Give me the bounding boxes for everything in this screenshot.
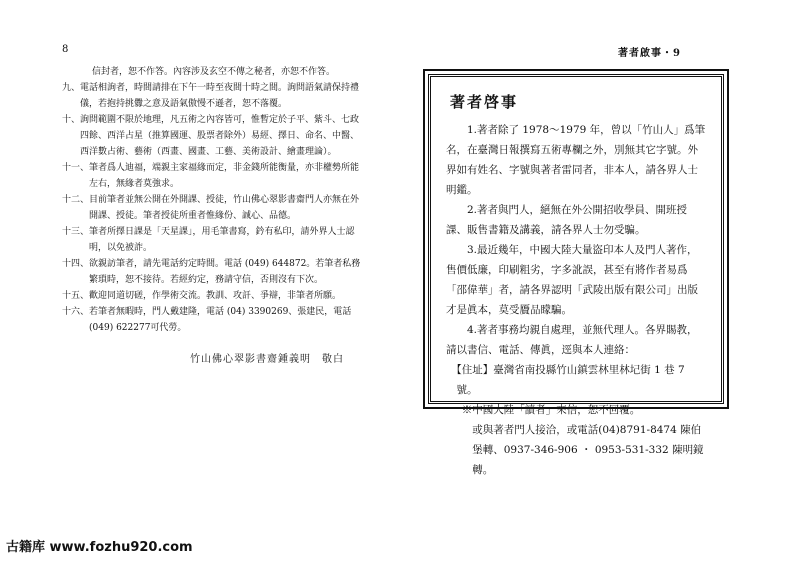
rule-item xyxy=(62,256,362,288)
rule-number: 九、 xyxy=(62,83,81,93)
right-page-header: 著者啟事・9 xyxy=(618,48,681,59)
signature: 竹山佛心翠影書齋鍾義明 敬白 xyxy=(190,354,344,365)
rule-text: 信封者，恕不作答。內容涉及玄空不傳之秘者，亦恕不作答。 xyxy=(92,67,336,77)
rule-number: 十四、 xyxy=(62,259,90,269)
notice-paragraph: 1.著者除了 1978～1979 年，曾以「竹山人」爲筆名，在臺灣日報撰寫五術專欄之外，別無其它字號。外界如有姓名、字號與著者雷同者，非本人，請各界人士明鑑。 xyxy=(446,124,706,196)
notice-paragraph: 3.最近幾年，中國大陸大量盜印本人及門人著作，售價低廉，印刷粗劣，字多訛誤，甚至有將作者易爲「邵偉華」者，請各界認明「武陵出版有限公司」出版才是眞本，莫受贗品矇騙。 xyxy=(446,244,698,316)
rule-text: 欲親訪筆者，請先電話約定時間。電話 (049) 644872。若筆者私務繁瑣時，恕不接待。若經約定，務請守信，否則沒有下次。 xyxy=(89,259,361,285)
rule-number: 十一、 xyxy=(62,163,90,173)
rule-text: 筆者所擇日課是「天星課」，用毛筆書寫，鈐有私印，請外界人士認明，以免被詐。 xyxy=(89,227,355,253)
notice-paragraph: 4.著者事務均親自處理，並無代理人。各界賜教，請以書信、電話、傳眞，逕與本人連絡： xyxy=(446,324,698,356)
watermark: 古籍库 www.fozhu920.com xyxy=(6,540,193,555)
rule-number: 十五、 xyxy=(62,291,90,301)
rule-item xyxy=(62,80,362,112)
rule-text: 目前筆者並無公開在外開課、授徒，竹山佛心翠影書齋門人亦無在外開課、授徒。筆者授徒所重者惟緣份、誠心、品德。 xyxy=(89,195,360,221)
left-page-number: 8 xyxy=(62,44,69,55)
rule-text: 筆者爲人迪福，端親主家福緣而定，非金錢所能衡量，亦非權勢所能左右，無緣者莫強求。 xyxy=(89,163,360,189)
rule-number: 十六、 xyxy=(62,307,90,317)
rule-text: 歡迎同道切磋，作學術交流。教訓、攻訐、爭辯，非筆者所願。 xyxy=(89,291,342,301)
contact-info: 或與著者門人接洽，或電話(04)8791-8474 陳伯堡轉、0937-346-906 ・ 0953-531-332 陳明鏡轉。 xyxy=(472,424,704,476)
rule-number: 十三、 xyxy=(62,227,90,237)
rule-item xyxy=(62,160,362,192)
footnote: ※中國大陸「讀者」來信，恕不回覆。 xyxy=(461,404,641,416)
rule-item xyxy=(62,112,362,160)
rule-number: 十、 xyxy=(62,115,81,125)
notice-title: 著者啓事 xyxy=(450,93,519,111)
rule-text: 電話相詢者，時間請排在下午一時至夜間十時之間。詢問語氣請保持禮儀，若抱持挑釁之意及語氣傲慢不遜者，恕不落覆。 xyxy=(80,83,360,109)
address: 【住址】臺灣省南投縣竹山鎮雲林里林圮街 1 巷 7 號。 xyxy=(451,364,685,396)
rules-list xyxy=(62,64,362,336)
rule-text: 詢問範圍不限於地理，凡五術之內容皆可，惟暫定於子平、紫斗、七政四餘、西洋占星（推算國運、股票者除外）易經、擇日、命名、中醫、西洋數占術、藝術（西畫、國畫、工藝、美術設計、繪畫理論）。 xyxy=(80,115,360,157)
rule-number: 十二、 xyxy=(62,195,90,205)
rule-item xyxy=(62,64,362,80)
notice-content xyxy=(446,92,708,480)
rule-item xyxy=(62,288,362,304)
rule-text: 若筆者無暇時，門人戴建隆，電話 (04) 3390269、張建民，電話 (049) 622277可代勞。 xyxy=(89,307,352,333)
notice-paragraph: 2.著者與門人，絕無在外公開招收學員、開班授課、販售書籍及講義，請各界人士勿受騙。 xyxy=(446,204,688,236)
rule-item xyxy=(62,192,362,224)
rule-item xyxy=(62,224,362,256)
rule-item xyxy=(62,304,362,336)
